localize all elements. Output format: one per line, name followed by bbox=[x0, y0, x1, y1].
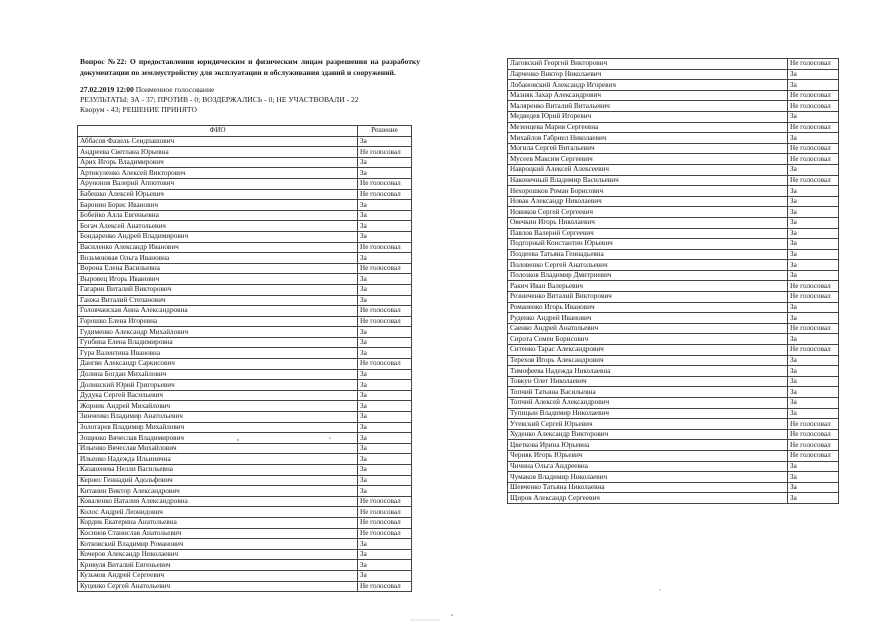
vote-decision: За bbox=[358, 369, 412, 380]
table-row bbox=[508, 345, 839, 356]
table-row bbox=[508, 249, 839, 260]
deputy-name: Гудименко Александр Михайлович bbox=[78, 327, 358, 338]
deputy-name: Ильенко Вячеслав Михайлович bbox=[78, 443, 358, 454]
deputy-name: Гагарин Виталий Викторович bbox=[78, 284, 358, 295]
deputy-name: Могила Сергей Витальевич bbox=[508, 143, 788, 154]
deputy-name: Бобейко Алла Евгеньевна bbox=[78, 210, 358, 221]
table-row bbox=[508, 164, 839, 175]
table-row bbox=[78, 528, 412, 539]
vote-decision: За bbox=[788, 376, 839, 387]
deputy-name: Овечкин Игорь Николаевич bbox=[508, 217, 788, 228]
table-row bbox=[508, 186, 839, 197]
vote-decision: За bbox=[788, 355, 839, 366]
table-row bbox=[78, 200, 412, 211]
deputy-name: Горошко Елена Игоревна bbox=[78, 316, 358, 327]
vote-decision: Не голосовал bbox=[788, 345, 839, 356]
deputy-name: Лобановский Александр Игоревич bbox=[508, 80, 788, 91]
vote-decision: За bbox=[788, 80, 839, 91]
vote-decision: За bbox=[358, 422, 412, 433]
table-row bbox=[78, 475, 412, 486]
table-row bbox=[508, 228, 839, 239]
deputy-name: Чичина Ольга Андреевна bbox=[508, 461, 788, 472]
table-row bbox=[78, 581, 412, 592]
deputy-name: Жорник Андрей Михайлович bbox=[78, 401, 358, 412]
deputy-name: Ворона Елена Васильевна bbox=[78, 263, 358, 274]
vote-decision: За bbox=[788, 228, 839, 239]
deputy-name: Китанин Виктор Александрович bbox=[78, 486, 358, 497]
table-row bbox=[508, 122, 839, 133]
vote-decision: За bbox=[788, 133, 839, 144]
vote-decision: За bbox=[788, 164, 839, 175]
vote-decision: Не голосовал bbox=[788, 90, 839, 101]
table-row bbox=[78, 157, 412, 168]
deputy-name: Арунонов Валерий Аппотович bbox=[78, 178, 358, 189]
deputy-name: Ильенко Надежда Ильинична bbox=[78, 454, 358, 465]
vote-table-left bbox=[77, 125, 412, 592]
deputy-name: Возьмоювая Ольга Ивановна bbox=[78, 253, 358, 264]
vote-decision: За bbox=[358, 443, 412, 454]
deputy-name: Богач Алексей Анатольевич bbox=[78, 221, 358, 232]
deputy-name: Шевченко Татьяна Николаевна bbox=[508, 482, 788, 493]
table-row bbox=[78, 231, 412, 242]
vote-type: Поименное голосование bbox=[135, 85, 215, 94]
deputy-name: Куценко Сергей Анатольевич bbox=[78, 581, 358, 592]
table-row bbox=[78, 517, 412, 528]
question-title: Вопрос №22: О предоставлении юридическим и физическим лицам разрешения на разработку документации по землеустройству для эксплуатации и обслуживания зданий и сооружений. bbox=[80, 57, 420, 77]
table-row bbox=[78, 465, 412, 476]
vote-decision: За bbox=[358, 454, 412, 465]
table-row bbox=[508, 355, 839, 366]
vote-decision: За bbox=[788, 482, 839, 493]
table-row bbox=[508, 90, 839, 101]
vote-decision: За bbox=[358, 549, 412, 560]
table-row bbox=[78, 253, 412, 264]
table-row bbox=[508, 239, 839, 250]
table-row bbox=[78, 422, 412, 433]
deputy-name: Руденко Андрей Иванович bbox=[508, 313, 788, 324]
vote-decision: Не голосовал bbox=[788, 122, 839, 133]
table-row bbox=[78, 337, 412, 348]
vote-decision: За bbox=[788, 260, 839, 271]
table-row bbox=[78, 136, 412, 147]
table-row bbox=[78, 242, 412, 253]
table-row bbox=[508, 69, 839, 80]
vote-decision: За bbox=[358, 295, 412, 306]
table-row bbox=[78, 168, 412, 179]
vote-decision: Не голосовал bbox=[358, 316, 412, 327]
table-row bbox=[78, 570, 412, 581]
table-row bbox=[78, 189, 412, 200]
vote-decision: За bbox=[358, 475, 412, 486]
deputy-name: Романенко Игорь Иванович bbox=[508, 302, 788, 313]
deputy-name: Подгорный Константин Юрьевич bbox=[508, 239, 788, 250]
vote-decision: Не голосовал bbox=[788, 292, 839, 303]
vote-decision: За bbox=[788, 239, 839, 250]
deputy-name: Новиков Сергей Сергеевич bbox=[508, 207, 788, 218]
deputy-name: Саенко Андрей Анатольевич bbox=[508, 323, 788, 334]
table-row bbox=[78, 263, 412, 274]
table-row bbox=[78, 369, 412, 380]
table-row bbox=[508, 482, 839, 493]
deputy-name: Терехов Игорь Александрович bbox=[508, 355, 788, 366]
vote-decision: За bbox=[358, 231, 412, 242]
table-row bbox=[78, 359, 412, 370]
deputy-name: Дангян Александр Саркисович bbox=[78, 359, 358, 370]
vote-decision: За bbox=[358, 221, 412, 232]
quorum-line: Кворум - 43; РЕШЕНИЕ ПРИНЯТО bbox=[80, 104, 197, 114]
table-row bbox=[508, 80, 839, 91]
table-row bbox=[508, 376, 839, 387]
table-row bbox=[508, 366, 839, 377]
table-header-row bbox=[78, 126, 412, 137]
table-row bbox=[78, 443, 412, 454]
vote-decision: За bbox=[788, 69, 839, 80]
deputy-name: Лаговский Георгий Викторович bbox=[508, 59, 788, 70]
deputy-name: Дудука Сергей Васильевич bbox=[78, 390, 358, 401]
vote-decision: За bbox=[358, 284, 412, 295]
vote-decision: За bbox=[358, 433, 412, 444]
deputy-name: Котковский Владимир Романович bbox=[78, 539, 358, 550]
vote-decision: За bbox=[358, 401, 412, 412]
deputy-name: Зощенко Вячеслав Владимирович bbox=[78, 433, 358, 444]
deputy-name: Баронин Борис Иванович bbox=[78, 200, 358, 211]
vote-decision: За bbox=[358, 539, 412, 550]
deputy-name: Кузьмов Андрей Сергеевич bbox=[78, 570, 358, 581]
deputy-name: Топчий Алексей Александрович bbox=[508, 398, 788, 409]
vote-decision: Не голосовал bbox=[358, 189, 412, 200]
deputy-name: Золотарев Владимир Михайлович bbox=[78, 422, 358, 433]
table-row bbox=[78, 316, 412, 327]
table-row bbox=[78, 539, 412, 550]
vote-decision: За bbox=[788, 313, 839, 324]
table-row bbox=[508, 398, 839, 409]
vote-decision: За bbox=[358, 327, 412, 338]
table-row bbox=[508, 493, 839, 504]
deputy-name: Мусеев Максим Сергеевич bbox=[508, 154, 788, 165]
deputy-name: Сирота Семен Борисович bbox=[508, 334, 788, 345]
table-row bbox=[508, 196, 839, 207]
vote-decision: Не голосовал bbox=[358, 359, 412, 370]
table-row bbox=[508, 101, 839, 112]
deputy-name: Кривуля Виталий Евгеньевич bbox=[78, 560, 358, 571]
vote-decision: За bbox=[788, 196, 839, 207]
vote-decision: За bbox=[788, 111, 839, 122]
vote-decision: За bbox=[788, 387, 839, 398]
deputy-name: Нехорошков Роман Борисович bbox=[508, 186, 788, 197]
deputy-name: Кочеров Александр Николаевич bbox=[78, 549, 358, 560]
deputy-name: Кернес Геннадий Адольфович bbox=[78, 475, 358, 486]
deputy-name: Артикуленко Алексей Викторович bbox=[78, 168, 358, 179]
vote-decision: За bbox=[788, 493, 839, 504]
table-row bbox=[78, 295, 412, 306]
deputy-name: Товкун Олег Николаевич bbox=[508, 376, 788, 387]
deputy-name: Навроцкий Алексей Алексеевич bbox=[508, 164, 788, 175]
table-row bbox=[78, 210, 412, 221]
vote-decision: Не голосовал bbox=[358, 147, 412, 158]
question-header bbox=[80, 57, 420, 114]
vote-meta bbox=[80, 85, 420, 114]
deputy-name: Гура Валентина Ивановна bbox=[78, 348, 358, 359]
vote-decision: За bbox=[788, 207, 839, 218]
vote-decision: Не голосовал bbox=[788, 429, 839, 440]
vote-time: 27.02.2019 12:00 bbox=[80, 85, 134, 94]
deputy-name: Долина Богдан Михайлович bbox=[78, 369, 358, 380]
table-row bbox=[508, 154, 839, 165]
table-row bbox=[508, 217, 839, 228]
vote-decision: За bbox=[358, 348, 412, 359]
vote-decision: За bbox=[358, 412, 412, 423]
deputy-name: Казаненева Нелли Васильевна bbox=[78, 465, 358, 476]
table-row bbox=[78, 486, 412, 497]
deputy-name: Резниченко Виталий Викторович bbox=[508, 292, 788, 303]
deputy-name: Ракич Иван Валерьевич bbox=[508, 281, 788, 292]
vote-decision: За bbox=[358, 168, 412, 179]
vote-decision: За bbox=[788, 472, 839, 483]
vote-decision: За bbox=[788, 334, 839, 345]
vote-decision: За bbox=[358, 570, 412, 581]
column-header-decision: Решение bbox=[358, 126, 412, 137]
vote-decision: За bbox=[358, 486, 412, 497]
deputy-name: Топчий Татьяна Васильевна bbox=[508, 387, 788, 398]
vote-decision: За bbox=[788, 249, 839, 260]
vote-table-right bbox=[507, 58, 839, 504]
deputy-name: Наконечный Владимир Васильевич bbox=[508, 175, 788, 186]
vote-decision: За bbox=[358, 560, 412, 571]
vote-decision: Не голосовал bbox=[788, 450, 839, 461]
table-row bbox=[508, 472, 839, 483]
table-row bbox=[78, 147, 412, 158]
table-row bbox=[78, 348, 412, 359]
table-row bbox=[508, 270, 839, 281]
vote-decision: Не голосовал bbox=[358, 528, 412, 539]
vote-decision: За bbox=[788, 366, 839, 377]
deputy-name: Арих Игорь Владимирович bbox=[78, 157, 358, 168]
vote-decision: Не голосовал bbox=[788, 59, 839, 70]
vote-decision: За bbox=[358, 465, 412, 476]
table-row bbox=[508, 313, 839, 324]
table-row bbox=[508, 408, 839, 419]
deputy-name: Коваленко Наталия Александровна bbox=[78, 496, 358, 507]
deputy-name: Маляренко Виталий Витальевич bbox=[508, 101, 788, 112]
table-row bbox=[508, 207, 839, 218]
table-row bbox=[78, 178, 412, 189]
vote-decision: За bbox=[358, 136, 412, 147]
table-row bbox=[78, 390, 412, 401]
table-row bbox=[78, 454, 412, 465]
table-row bbox=[508, 429, 839, 440]
table-row bbox=[78, 412, 412, 423]
vote-decision: За bbox=[358, 390, 412, 401]
vote-decision: За bbox=[788, 408, 839, 419]
table-row bbox=[78, 327, 412, 338]
table-row bbox=[78, 433, 412, 444]
vote-decision: Не голосовал bbox=[788, 154, 839, 165]
deputy-name: Медведев Юрий Игоревич bbox=[508, 111, 788, 122]
deputy-name: Зинченко Владимир Анатольевич bbox=[78, 412, 358, 423]
deputy-name: Бондаренко Андрей Владимирович bbox=[78, 231, 358, 242]
vote-decision: Не голосовал bbox=[358, 507, 412, 518]
table-row bbox=[78, 549, 412, 560]
deputy-name: Новак Александр Николаевич bbox=[508, 196, 788, 207]
vote-decision: Не голосовал bbox=[788, 419, 839, 430]
deputy-name: Кордик Екатерина Анатольевна bbox=[78, 517, 358, 528]
deputy-name: Головчанская Анна Александровна bbox=[78, 306, 358, 317]
vote-decision: Не голосовал bbox=[788, 101, 839, 112]
vote-decision: За bbox=[358, 337, 412, 348]
column-header-name: ФИО bbox=[78, 126, 358, 137]
deputy-name: Павлов Валерий Сергеевич bbox=[508, 228, 788, 239]
deputy-name: Аббасов Фазиль Сеидпашович bbox=[78, 136, 358, 147]
deputy-name: Василенко Александр Иванович bbox=[78, 242, 358, 253]
deputy-name: Косинов Станислав Анатольевич bbox=[78, 528, 358, 539]
vote-decision: За bbox=[358, 210, 412, 221]
table-row bbox=[78, 221, 412, 232]
table-row bbox=[508, 461, 839, 472]
table-row bbox=[78, 560, 412, 571]
vote-decision: Не голосовал bbox=[788, 143, 839, 154]
vote-decision: Не голосовал bbox=[358, 242, 412, 253]
table-row bbox=[508, 111, 839, 122]
vote-decision: За bbox=[788, 270, 839, 281]
table-row bbox=[78, 284, 412, 295]
deputy-name: Мазняк Захар Александрович bbox=[508, 90, 788, 101]
table-row bbox=[508, 323, 839, 334]
vote-decision: Не голосовал bbox=[788, 323, 839, 334]
deputy-name: Черняк Игорь Юрьевич bbox=[508, 450, 788, 461]
deputy-name: Щиров Александр Сергеевич bbox=[508, 493, 788, 504]
table-row bbox=[508, 281, 839, 292]
deputy-name: Бабешко Алексей Юрьевич bbox=[78, 189, 358, 200]
deputy-name: Выровец Игорь Иванович bbox=[78, 274, 358, 285]
table-row bbox=[78, 306, 412, 317]
vote-decision: За bbox=[788, 461, 839, 472]
deputy-name: Мезенцева Мария Сергеевна bbox=[508, 122, 788, 133]
vote-decision: За bbox=[358, 200, 412, 211]
vote-decision: Не голосовал bbox=[358, 517, 412, 528]
vote-decision: За bbox=[358, 157, 412, 168]
deputy-name: Полозков Владимир Дмитриевич bbox=[508, 270, 788, 281]
table-row bbox=[508, 450, 839, 461]
table-row bbox=[508, 133, 839, 144]
results-line: РЕЗУЛЬТАТЫ: ЗА - 37; ПРОТИВ - 0; ВОЗДЕРЖАЛИСЬ - 0; НЕ УЧАСТВОВАЛИ - 22 bbox=[80, 94, 359, 104]
vote-decision: Не голосовал bbox=[358, 263, 412, 274]
deputy-name: Ситенко Тарас Александрович bbox=[508, 345, 788, 356]
vote-decision: За bbox=[788, 217, 839, 228]
table-row bbox=[508, 387, 839, 398]
table-row bbox=[508, 175, 839, 186]
vote-decision: За bbox=[788, 302, 839, 313]
table-row bbox=[78, 401, 412, 412]
deputy-name: Андреева Светлана Юрьевна bbox=[78, 147, 358, 158]
table-row bbox=[508, 302, 839, 313]
vote-decision: За bbox=[788, 398, 839, 409]
vote-decision: Не голосовал bbox=[358, 496, 412, 507]
deputy-name: Половенко Сергей Анатольевич bbox=[508, 260, 788, 271]
deputy-name: Долинский Юрий Григорьевич bbox=[78, 380, 358, 391]
table-row bbox=[508, 143, 839, 154]
table-row bbox=[508, 260, 839, 271]
table-row bbox=[78, 274, 412, 285]
table-row bbox=[508, 59, 839, 70]
deputy-name: Худенко Александр Викторович bbox=[508, 429, 788, 440]
table-row bbox=[78, 507, 412, 518]
deputy-name: Ларченко Виктор Николаевич bbox=[508, 69, 788, 80]
vote-decision: Не голосовал bbox=[358, 581, 412, 592]
table-row bbox=[508, 419, 839, 430]
deputy-name: Тупицын Владимир Николаевич bbox=[508, 408, 788, 419]
vote-decision: Не голосовал bbox=[788, 440, 839, 451]
deputy-name: Ганжа Виталий Степанович bbox=[78, 295, 358, 306]
vote-decision: Не голосовал bbox=[788, 281, 839, 292]
vote-time-line bbox=[80, 85, 420, 95]
vote-decision: За bbox=[358, 380, 412, 391]
vote-decision: Не голосовал bbox=[788, 175, 839, 186]
deputy-name: Гунбина Елена Владимировна bbox=[78, 337, 358, 348]
deputy-name: Михайлов Габриел Николаевич bbox=[508, 133, 788, 144]
deputy-name: Колос Андрей Леонидович bbox=[78, 507, 358, 518]
vote-decision: Не голосовал bbox=[358, 178, 412, 189]
table-row bbox=[508, 334, 839, 345]
table-row bbox=[78, 496, 412, 507]
vote-decision: За bbox=[358, 274, 412, 285]
table-row bbox=[508, 292, 839, 303]
deputy-name: Чумаков Владимир Николаевич bbox=[508, 472, 788, 483]
deputy-name: Утевский Сергей Юрьевич bbox=[508, 419, 788, 430]
table-row bbox=[78, 380, 412, 391]
vote-decision: За bbox=[358, 253, 412, 264]
vote-decision: За bbox=[788, 186, 839, 197]
table-row bbox=[508, 440, 839, 451]
deputy-name: Тимофеева Надежда Николаевна bbox=[508, 366, 788, 377]
deputy-name: Поздеева Татьяна Геннадьевна bbox=[508, 249, 788, 260]
deputy-name: Цветкова Ирина Юрьевна bbox=[508, 440, 788, 451]
vote-decision: Не голосовал bbox=[358, 306, 412, 317]
